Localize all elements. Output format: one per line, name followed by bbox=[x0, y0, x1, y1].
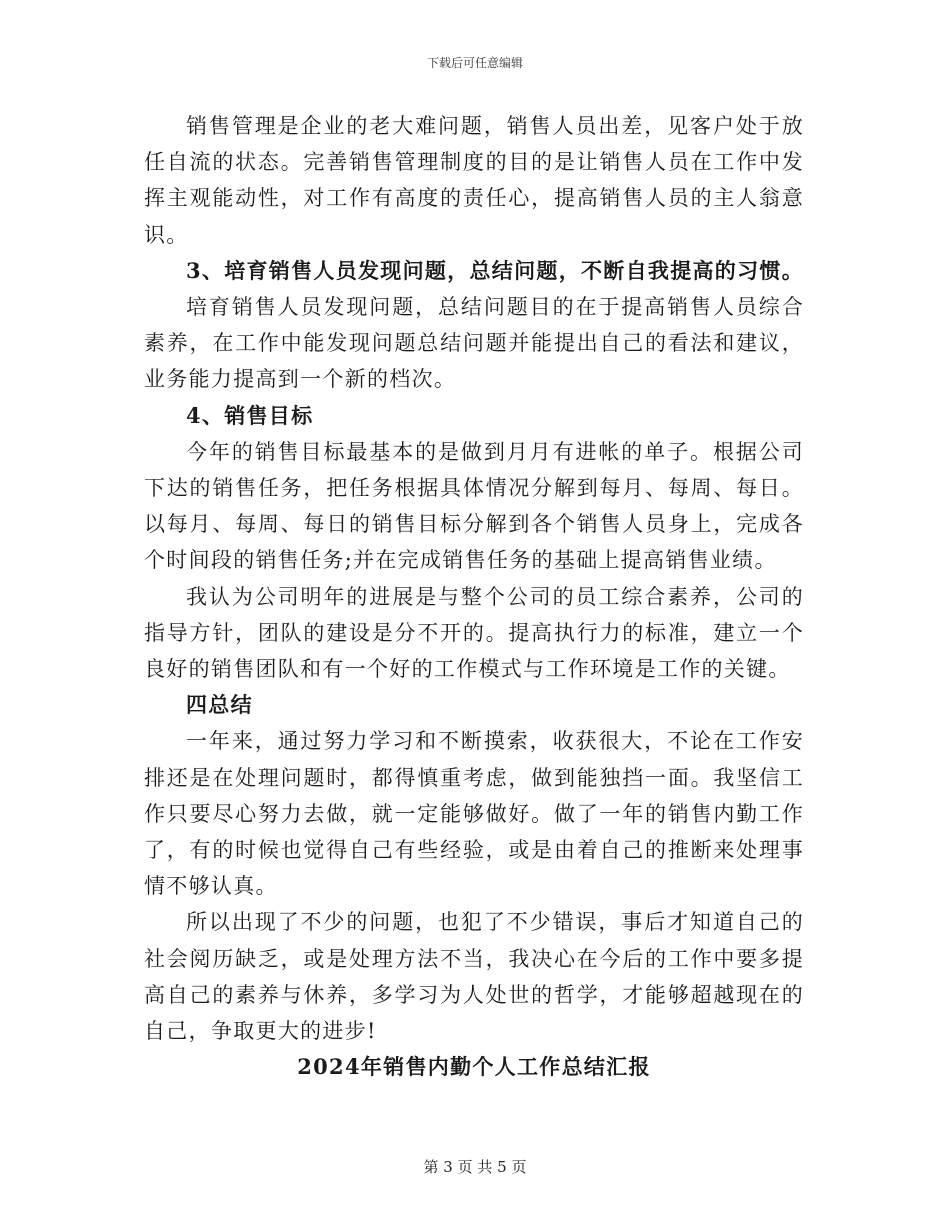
next-document-title: 2024年销售内勤个人工作总结汇报 bbox=[297, 1054, 651, 1080]
paragraph-resolution: 所以出现了不少的问题，也犯了不少错误，事后才知道自己的社会阅历缺乏，或是处理方法不当，我决心在今后的工作中要多提高自己的素养与休养，多学习为人处世的哲学，才能够超越现在的自己，争取更大的进步! bbox=[144, 910, 804, 1044]
paragraph-sales-target: 今年的销售目标最基本的是做到月月有进帐的单子。根据公司下达的销售任务，把任务根据具体情况分解到每月、每周、每日。以每月、每周、每日的销售目标分解到各个销售人员身上，完成各个时间段的销售任务;并在完成销售任务的基础上提高销售业绩。 bbox=[144, 439, 804, 573]
paragraph-sales-management: 销售管理是企业的老大难问题，销售人员出差，见客户处于放任自流的状态。完善销售管理制度的目的是让销售人员在工作中发挥主观能动性，对工作有高度的责任心，提高销售人员的主人翁意识。 bbox=[144, 114, 804, 247]
page-number: 第 3 页 共 5 页 bbox=[423, 1158, 527, 1176]
paragraph-cultivate: 培育销售人员发现问题，总结问题目的在于提高销售人员综合素养，在工作中能发现问题总结问题并能提出自己的看法和建议，业务能力提高到一个新的档次。 bbox=[144, 295, 804, 392]
heading-sales-target: 4、销售目标 bbox=[186, 402, 314, 428]
heading-cultivate-habits: 3、培育销售人员发现问题，总结问题，不断自我提高的习惯。 bbox=[186, 257, 805, 283]
header-note: 下载后可任意编辑 bbox=[426, 56, 523, 70]
paragraph-year-review: 一年来，通过努力学习和不断摸索，收获很大，不论在工作安排还是在处理问题时，都得慎重考虑，做到能独挡一面。我坚信工作只要尽心努力去做，就一定能够做好。做了一年的销售内勤工作了，有的时候也觉得自己有些经验，或是由着自己的推断来处理事情不够认真。 bbox=[144, 729, 804, 899]
heading-summary: 四总结 bbox=[186, 692, 253, 718]
paragraph-company-progress: 我认为公司明年的进展是与整个公司的员工综合素养，公司的指导方针，团队的建设是分不开的。提高执行力的标准，建立一个良好的销售团队和有一个好的工作模式与工作环境是工作的关键。 bbox=[144, 584, 804, 682]
document-body bbox=[144, 108, 804, 1085]
